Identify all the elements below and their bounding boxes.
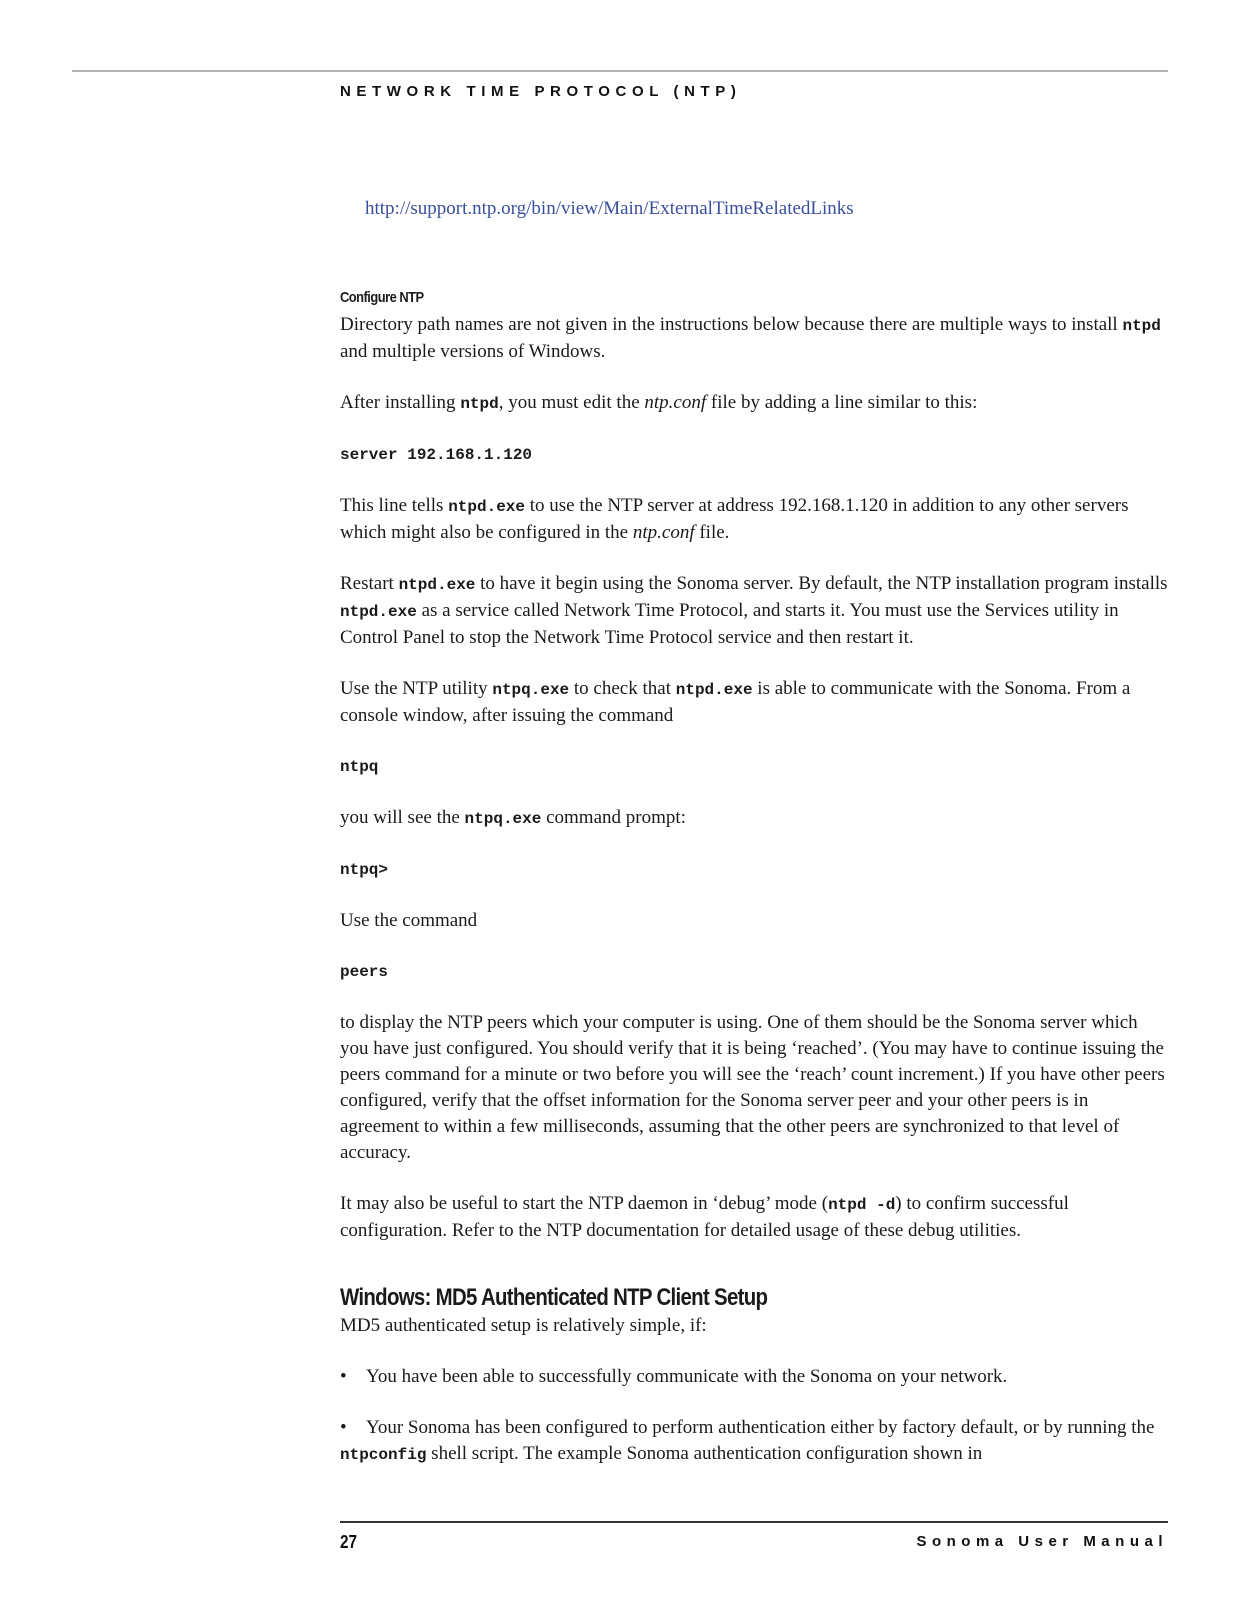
paragraph-line-tells: This line tells ntpd.exe to use the NTP server at address 192.168.1.120 in addition to any other servers which might also be configured in the ntp.conf file. [340, 495, 1129, 543]
footer-manual-title: Sonoma User Manual [916, 1533, 1168, 1550]
paragraph-edit-conf: After installing ntpd, you must edit the ntp.conf file by adding a line similar to this: [340, 392, 978, 413]
inline-code: ntpq.exe [492, 681, 570, 699]
page-content [340, 196, 1168, 1493]
inline-code: ntpq.exe [464, 810, 542, 828]
inline-code: ntpconfig [340, 1446, 427, 1464]
section-heading-md5-setup: Windows: MD5 Authenticated NTP Client Setup [340, 1284, 768, 1311]
header-rule [72, 70, 1168, 72]
code-ntpq-command: ntpq [340, 758, 379, 776]
paragraph-ntpq-utility: Use the NTP utility ntpq.exe to check that ntpd.exe is able to communicate with the Sonoma. From a console window, after issuing the command [340, 678, 1131, 726]
inline-code: ntpd -d [828, 1196, 896, 1214]
bullet-item-configured: • Your Sonoma has been configured to perform authentication either by factory default, or by running the ntpconfig shell script. The example Sonoma authentication configuration shown in [340, 1417, 1155, 1464]
page-number: 27 [340, 1532, 358, 1552]
paragraph-md5-intro: MD5 authenticated setup is relatively simple, if: [340, 1315, 707, 1336]
paragraph-restart: Restart ntpd.exe to have it begin using the Sonoma server. By default, the NTP installation program installs ntpd.exe as a service called Network Time Protocol, and starts it. You must use the Services utility in Control Panel to stop the Network Time Protocol service and then restart it. [340, 573, 1168, 648]
paragraph-prompt-intro: you will see the ntpq.exe command prompt: [340, 807, 686, 828]
inline-code: ntpd.exe [675, 681, 753, 699]
code-server-line: server 192.168.1.120 [340, 446, 533, 464]
bullet-icon: • [340, 1366, 347, 1387]
bullet-icon: • [340, 1417, 347, 1438]
external-links-url[interactable]: http://support.ntp.org/bin/view/Main/ExternalTimeRelatedLinks [365, 198, 854, 219]
paragraph-debug-mode: It may also be useful to start the NTP daemon in ‘debug’ mode (ntpd -d) to confirm successful configuration. Refer to the NTP documentation for detailed usage of these debug utilities. [340, 1193, 1069, 1241]
inline-code: ntpd.exe [398, 576, 476, 594]
paragraph-display-peers: to display the NTP peers which your computer is using. One of them should be the Sonoma server which you have just configured. You should verify that it is being ‘reached’. (You may have to continue issuing the peers command for a minute or two before you will see the ‘reach’ count increment.) If you have other peers configured, verify that the offset information for the Sonoma server peer and your other peers is in agreement to within a few milliseconds, assuming that the other peers are synchronized to that level of accuracy. [340, 1012, 1165, 1163]
inline-code: ntpd.exe [340, 603, 417, 621]
inline-code: ntpd [1122, 317, 1161, 335]
paragraph-directory-paths: Directory path names are not given in the instructions below because there are multiple ways to install ntpd and multiple versions of Windows. [340, 314, 1161, 362]
paragraph-use-command: Use the command [340, 910, 478, 931]
bullet-item-communicate: • You have been able to successfully communicate with the Sonoma on your network. [340, 1364, 1168, 1390]
inline-code: ntpd [460, 395, 499, 413]
code-ntpq-prompt: ntpq> [340, 861, 389, 879]
inline-code: ntpd.exe [448, 498, 525, 516]
footer-rule [340, 1521, 1168, 1523]
running-head: NETWORK TIME PROTOCOL (NTP) [340, 83, 742, 100]
section-heading-configure-ntp: Configure NTP [340, 289, 424, 306]
code-peers-command: peers [340, 963, 389, 981]
